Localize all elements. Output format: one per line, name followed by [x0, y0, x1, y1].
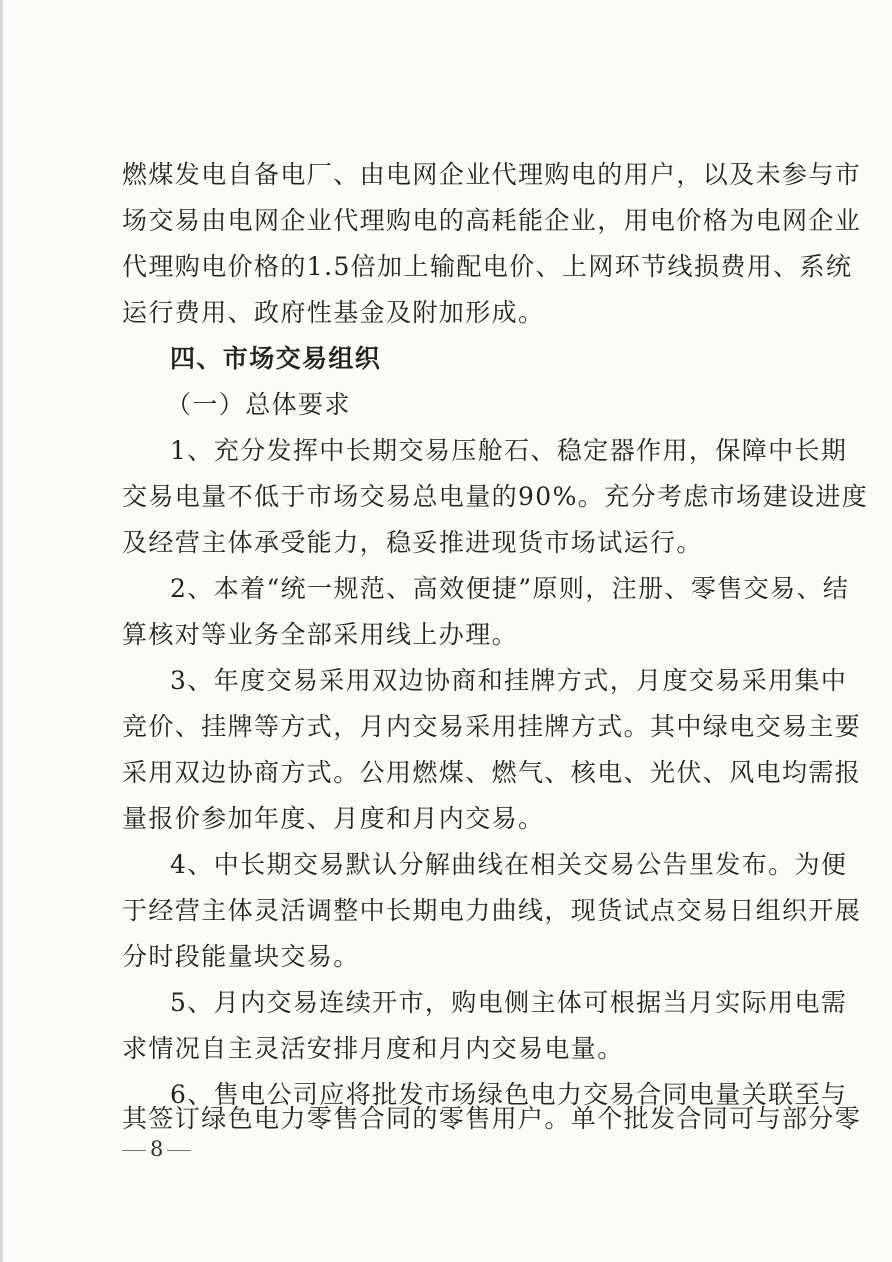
text-line: 其签订绿色电力零售合同的零售用户。单个批发合同可与部分零 — [122, 1104, 862, 1133]
text-line: 交易电量不低于市场交易总电量的90%。充分考虑市场建设进度 — [122, 482, 869, 511]
section-heading: 四、市场交易组织 — [170, 344, 382, 373]
text-line: 6、售电公司应将批发市场绿色电力交易合同电量关联至与 — [170, 1080, 848, 1109]
page-number — [118, 1135, 195, 1163]
text-line: 分时段能量块交易。 — [122, 942, 360, 971]
page-number-value: 8 — [150, 1137, 164, 1161]
text-line: 燃煤发电自备电厂、由电网企业代理购电的用户，以及未参与市 — [122, 160, 862, 189]
text-line: 场交易由电网企业代理购电的高耗能企业，用电价格为电网企业 — [122, 206, 862, 235]
text-line: 代理购电价格的1.5倍加上输配电价、上网环节线损费用、系统 — [122, 252, 853, 281]
text-line: 量报价参加年度、月度和月内交易。 — [122, 804, 545, 833]
text-line: 算核对等业务全部采用线上办理。 — [122, 620, 519, 649]
text-line: 3、年度交易采用双边协商和挂牌方式，月度交易采用集中 — [170, 666, 848, 695]
text-line: 求情况自主灵活安排月度和月内交易电量。 — [122, 1034, 624, 1063]
text-line: 于经营主体灵活调整中长期电力曲线，现货试点交易日组织开展 — [122, 896, 862, 925]
text-line: 运行费用、政府性基金及附加形成。 — [122, 298, 545, 327]
page-edge — [0, 0, 3, 1262]
subsection-heading: （一）总体要求 — [166, 390, 351, 419]
text-line: 2、本着“统一规范、高效便捷”原则，注册、零售交易、结 — [170, 574, 850, 603]
page-number-dash-right — [167, 1150, 191, 1151]
text-line: 5、月内交易连续开市，购电侧主体可根据当月实际用电需 — [170, 988, 848, 1017]
text-line: 采用双边协商方式。公用燃煤、燃气、核电、光伏、风电均需报 — [122, 758, 862, 787]
text-line: 及经营主体承受能力，稳妥推进现货市场试运行。 — [122, 528, 703, 557]
text-line: 竞价、挂牌等方式，月内交易采用挂牌方式。其中绿电交易主要 — [122, 712, 862, 741]
text-line: 4、中长期交易默认分解曲线在相关交易公告里发布。为便 — [170, 850, 848, 879]
text-line: 1、充分发挥中长期交易压舱石、稳定器作用，保障中长期 — [170, 436, 848, 465]
page-number-dash-left — [122, 1150, 146, 1151]
